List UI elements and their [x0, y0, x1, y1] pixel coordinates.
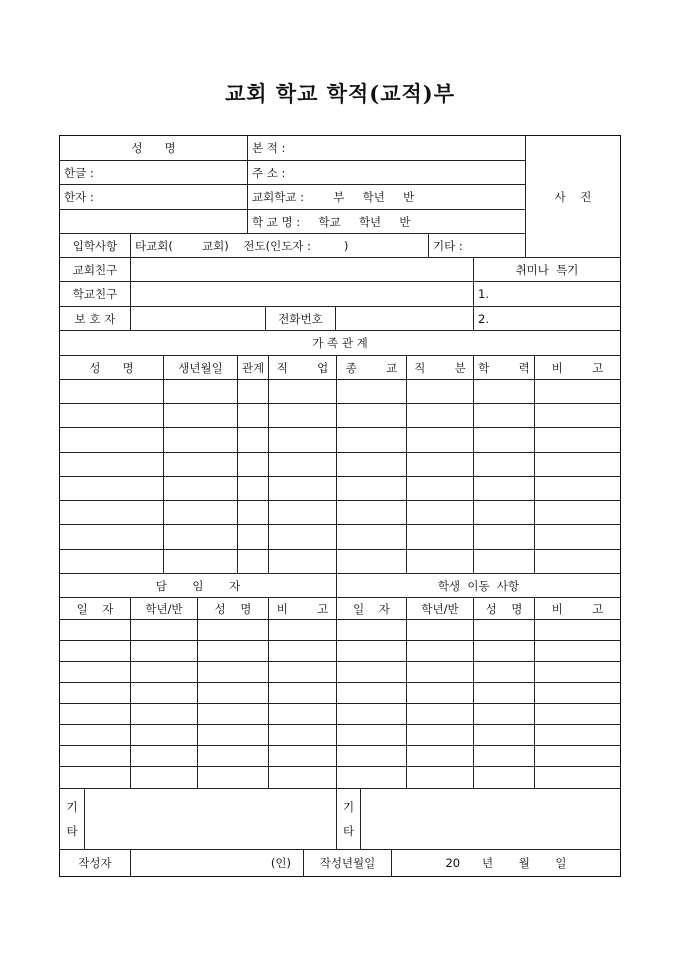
church-friend-label	[59, 257, 131, 282]
teacher-table-cell[interactable]	[268, 661, 337, 683]
notes-right-label	[336, 788, 361, 850]
admission-label	[59, 233, 131, 258]
family-table-cell[interactable]	[534, 427, 621, 453]
teacher-column-header-text: 비 고	[276, 601, 329, 616]
family-column-header-text: 학 력	[478, 360, 530, 375]
teacher-table-cell[interactable]	[130, 766, 198, 789]
transfer-table-cell[interactable]	[534, 661, 621, 683]
photo-box	[525, 135, 621, 258]
teacher-table-cell[interactable]	[59, 724, 131, 746]
family-column-header	[534, 355, 621, 380]
transfer-table-cell[interactable]	[473, 724, 535, 746]
family-table-cell[interactable]	[406, 379, 474, 404]
teacher-column-header-text: 일 자	[76, 601, 114, 616]
guardian-field[interactable]	[130, 306, 266, 331]
document-title: 교회 학교 학적(교적)부	[224, 81, 456, 106]
date-field[interactable]	[391, 849, 621, 877]
date-field-text: 20 년 월 일	[445, 856, 567, 870]
family-table-cell[interactable]	[473, 524, 535, 550]
transfer-column-header-text: 학년/반	[421, 601, 459, 616]
transfer-table-cell[interactable]	[336, 724, 407, 746]
address-field-text: 주 소 :	[252, 165, 286, 180]
family-table-cell[interactable]	[237, 500, 269, 525]
family-column-header-text: 종 교	[345, 360, 398, 375]
teacher-table-cell[interactable]	[268, 766, 337, 789]
family-column-header-text: 직 업	[276, 360, 329, 375]
family-table-cell[interactable]	[336, 549, 407, 574]
transfer-table-cell[interactable]	[534, 640, 621, 662]
teacher-table-cell[interactable]	[59, 766, 131, 789]
family-table-cell[interactable]	[534, 476, 621, 501]
transfer-table-cell[interactable]	[473, 619, 535, 641]
admission-label-text: 입학사항	[72, 238, 118, 253]
teacher-table-cell[interactable]	[197, 619, 269, 641]
teacher-table-cell[interactable]	[59, 619, 131, 641]
family-table-cell[interactable]	[237, 476, 269, 501]
transfer-table-cell[interactable]	[534, 703, 621, 725]
family-table-cell[interactable]	[406, 476, 474, 501]
date-label-text: 작성년월일	[319, 856, 376, 870]
family-section-title	[59, 330, 621, 356]
guardian-label-text: 보 호 자	[74, 311, 116, 326]
transfer-table-cell[interactable]	[473, 703, 535, 725]
transfer-column-header-text: 성 명	[485, 601, 523, 616]
teacher-table-cell[interactable]	[197, 766, 269, 789]
family-section-title-text: 가 족 관 계	[312, 336, 368, 350]
family-table-cell[interactable]	[336, 452, 407, 477]
family-table-cell[interactable]	[406, 427, 474, 453]
transfer-table-cell[interactable]	[534, 724, 621, 746]
hobby-header	[473, 257, 621, 282]
teacher-table-cell[interactable]	[197, 724, 269, 746]
hobby-header-text: 취미나 특기	[515, 262, 579, 277]
transfer-table-cell[interactable]	[406, 640, 474, 662]
school-friend-label	[59, 281, 131, 307]
family-column-header	[336, 355, 407, 380]
family-column-header	[237, 355, 269, 380]
hangul-name-field-text: 한글 :	[64, 165, 94, 180]
family-column-header-text: 성 명	[89, 360, 134, 375]
family-table-cell[interactable]	[268, 476, 337, 501]
admission-field[interactable]	[130, 233, 429, 258]
transfer-table-cell[interactable]	[406, 682, 474, 704]
family-table-cell[interactable]	[534, 524, 621, 550]
address-field[interactable]	[247, 160, 526, 185]
church-friend-label-text: 교회친구	[72, 262, 118, 277]
teacher-table-cell[interactable]	[130, 640, 198, 662]
teacher-table-cell[interactable]	[130, 703, 198, 725]
hanja-name-field[interactable]	[59, 184, 248, 210]
notes-left-label	[59, 788, 85, 850]
blank-cell	[59, 209, 248, 234]
family-table-cell[interactable]	[268, 500, 337, 525]
transfer-table-cell[interactable]	[336, 682, 407, 704]
notes-label-char: 기	[66, 800, 78, 814]
family-table-cell[interactable]	[59, 379, 164, 404]
family-table-cell[interactable]	[237, 452, 269, 477]
teacher-table-cell[interactable]	[59, 703, 131, 725]
transfer-table-cell[interactable]	[336, 766, 407, 789]
family-table-cell[interactable]	[163, 549, 238, 574]
family-table-cell[interactable]	[473, 500, 535, 525]
family-table-cell[interactable]	[336, 500, 407, 525]
family-table-cell[interactable]	[406, 500, 474, 525]
family-table-cell[interactable]	[268, 549, 337, 574]
transfer-table-cell[interactable]	[473, 682, 535, 704]
family-table-cell[interactable]	[336, 403, 407, 428]
teacher-table-cell[interactable]	[130, 682, 198, 704]
school-name-field[interactable]	[247, 209, 526, 234]
teacher-section-title	[59, 573, 337, 598]
teacher-table-cell[interactable]	[268, 640, 337, 662]
family-table-cell[interactable]	[336, 476, 407, 501]
family-table-cell[interactable]	[163, 379, 238, 404]
teacher-table-cell[interactable]	[59, 661, 131, 683]
transfer-column-header	[473, 597, 535, 620]
teacher-table-cell[interactable]	[197, 703, 269, 725]
family-table-cell[interactable]	[473, 427, 535, 453]
hobby-field-2-text: 2.	[478, 311, 489, 326]
family-table-cell[interactable]	[534, 379, 621, 404]
teacher-table-cell[interactable]	[59, 745, 131, 767]
family-table-cell[interactable]	[268, 403, 337, 428]
teacher-table-cell[interactable]	[197, 640, 269, 662]
family-table-cell[interactable]	[268, 524, 337, 550]
teacher-table-cell[interactable]	[268, 619, 337, 641]
family-column-header	[268, 355, 337, 380]
transfer-table-cell[interactable]	[406, 619, 474, 641]
family-table-cell[interactable]	[59, 476, 164, 501]
family-column-header	[473, 355, 535, 380]
teacher-column-header-text: 학년/반	[145, 601, 183, 616]
family-table-cell[interactable]	[336, 379, 407, 404]
family-table-cell[interactable]	[163, 500, 238, 525]
notes-right-field[interactable]	[360, 788, 621, 850]
family-table-cell[interactable]	[336, 524, 407, 550]
transfer-table-cell[interactable]	[473, 661, 535, 683]
family-column-header-text: 직 분	[414, 360, 466, 375]
family-table-cell[interactable]	[473, 549, 535, 574]
teacher-column-header-text: 성 명	[214, 601, 252, 616]
transfer-table-cell[interactable]	[473, 640, 535, 662]
family-table-cell[interactable]	[59, 549, 164, 574]
school-friend-label-text: 학교친구	[72, 287, 118, 301]
transfer-table-cell[interactable]	[336, 640, 407, 662]
family-table-cell[interactable]	[237, 524, 269, 550]
admission-field-text: 타교회( 교회) 전도(인도자 : )	[135, 238, 349, 253]
family-table-cell[interactable]	[59, 452, 164, 477]
transfer-table-cell[interactable]	[406, 724, 474, 746]
family-table-cell[interactable]	[473, 452, 535, 477]
transfer-table-cell[interactable]	[406, 703, 474, 725]
family-table-cell[interactable]	[473, 379, 535, 404]
author-field[interactable]	[130, 849, 304, 877]
origin-field[interactable]	[247, 135, 526, 161]
family-table-cell[interactable]	[237, 427, 269, 453]
teacher-column-header	[130, 597, 198, 620]
family-table-cell[interactable]	[406, 549, 474, 574]
transfer-table-cell[interactable]	[336, 619, 407, 641]
family-table-cell[interactable]	[163, 452, 238, 477]
family-table-cell[interactable]	[534, 549, 621, 574]
family-column-header-text: 비 고	[551, 360, 604, 375]
family-column-header	[163, 355, 238, 380]
family-table-cell[interactable]	[534, 452, 621, 477]
teacher-table-cell[interactable]	[130, 745, 198, 767]
phone-label	[265, 306, 336, 331]
transfer-column-header	[534, 597, 621, 620]
family-table-cell[interactable]	[534, 403, 621, 428]
teacher-column-header	[268, 597, 337, 620]
family-table-cell[interactable]	[406, 524, 474, 550]
transfer-table-cell[interactable]	[336, 745, 407, 767]
transfer-table-cell[interactable]	[473, 766, 535, 789]
family-table-cell[interactable]	[163, 476, 238, 501]
origin-field-text: 본 적 :	[252, 141, 286, 155]
teacher-table-cell[interactable]	[268, 703, 337, 725]
family-table-cell[interactable]	[473, 476, 535, 501]
date-label	[303, 849, 392, 877]
family-table-cell[interactable]	[59, 403, 164, 428]
notes-label-char: 기	[342, 800, 355, 814]
family-table-cell[interactable]	[237, 403, 269, 428]
hobby-field-1-text: 1.	[478, 287, 489, 301]
author-label-text: 작성자	[78, 856, 112, 870]
admission-other-field[interactable]	[428, 233, 526, 258]
teacher-table-cell[interactable]	[197, 661, 269, 683]
transfer-table-cell[interactable]	[473, 745, 535, 767]
family-table-cell[interactable]	[336, 427, 407, 453]
teacher-table-cell[interactable]	[268, 682, 337, 704]
school-friend-field[interactable]	[130, 281, 474, 307]
family-table-cell[interactable]	[268, 427, 337, 453]
phone-field[interactable]	[335, 306, 474, 331]
transfer-table-cell[interactable]	[534, 766, 621, 789]
teacher-column-header	[59, 597, 131, 620]
teacher-table-cell[interactable]	[197, 682, 269, 704]
hangul-name-field[interactable]	[59, 160, 248, 185]
notes-label-char: 타	[66, 824, 78, 838]
family-table-cell[interactable]	[59, 427, 164, 453]
family-table-cell[interactable]	[59, 500, 164, 525]
family-column-header-text: 생년월일	[178, 360, 223, 375]
author-label	[59, 849, 131, 877]
family-table-cell[interactable]	[237, 379, 269, 404]
family-table-cell[interactable]	[163, 427, 238, 453]
teacher-table-cell[interactable]	[130, 661, 198, 683]
transfer-table-cell[interactable]	[406, 745, 474, 767]
teacher-table-cell[interactable]	[130, 724, 198, 746]
transfer-table-cell[interactable]	[534, 619, 621, 641]
teacher-table-cell[interactable]	[59, 682, 131, 704]
teacher-column-header	[197, 597, 269, 620]
transfer-section-title-text: 학생 이동 사항	[437, 578, 520, 593]
guardian-label	[59, 306, 131, 331]
family-table-cell[interactable]	[268, 452, 337, 477]
name-header-text: 성 명	[131, 141, 176, 155]
phone-label-text: 전화번호	[278, 311, 323, 326]
family-table-cell[interactable]	[59, 524, 164, 550]
hobby-field-1[interactable]	[473, 281, 621, 307]
family-table-cell[interactable]	[406, 403, 474, 428]
teacher-table-cell[interactable]	[130, 619, 198, 641]
transfer-table-cell[interactable]	[336, 661, 407, 683]
photo-box-text: 사 진	[554, 189, 592, 204]
transfer-section-title	[336, 573, 621, 598]
seal-mark: (인)	[270, 856, 291, 870]
transfer-column-header-text: 일 자	[353, 601, 390, 616]
notes-left-field[interactable]	[84, 788, 337, 850]
name-header	[59, 135, 248, 161]
family-column-header-text: 관계	[241, 360, 265, 375]
school-name-field-text: 학 교 명 : 학교 학년 반	[252, 214, 411, 229]
transfer-column-header	[406, 597, 474, 620]
teacher-section-title-text: 담 임 자	[155, 578, 241, 593]
family-column-header	[406, 355, 474, 380]
transfer-column-header	[336, 597, 407, 620]
family-table-cell[interactable]	[163, 524, 238, 550]
teacher-table-cell[interactable]	[268, 724, 337, 746]
family-table-cell[interactable]	[473, 403, 535, 428]
transfer-table-cell[interactable]	[336, 703, 407, 725]
family-table-cell[interactable]	[534, 500, 621, 525]
family-table-cell[interactable]	[163, 403, 238, 428]
church-friend-field[interactable]	[130, 257, 474, 282]
transfer-table-cell[interactable]	[406, 766, 474, 789]
notes-label-char: 타	[342, 824, 355, 838]
family-column-header	[59, 355, 164, 380]
church-school-field-text: 교회학교 : 부 학년 반	[252, 190, 415, 204]
teacher-table-cell[interactable]	[268, 745, 337, 767]
hanja-name-field-text: 한자 :	[64, 190, 94, 204]
transfer-column-header-text: 비 고	[551, 601, 604, 616]
church-school-field[interactable]	[247, 184, 526, 210]
admission-other-field-text: 기타 :	[433, 238, 463, 253]
family-table-cell[interactable]	[268, 379, 337, 404]
teacher-table-cell[interactable]	[197, 745, 269, 767]
family-table-cell[interactable]	[237, 549, 269, 574]
transfer-table-cell[interactable]	[534, 745, 621, 767]
teacher-table-cell[interactable]	[59, 640, 131, 662]
transfer-table-cell[interactable]	[406, 661, 474, 683]
family-table-cell[interactable]	[406, 452, 474, 477]
hobby-field-2[interactable]	[473, 306, 621, 331]
transfer-table-cell[interactable]	[534, 682, 621, 704]
